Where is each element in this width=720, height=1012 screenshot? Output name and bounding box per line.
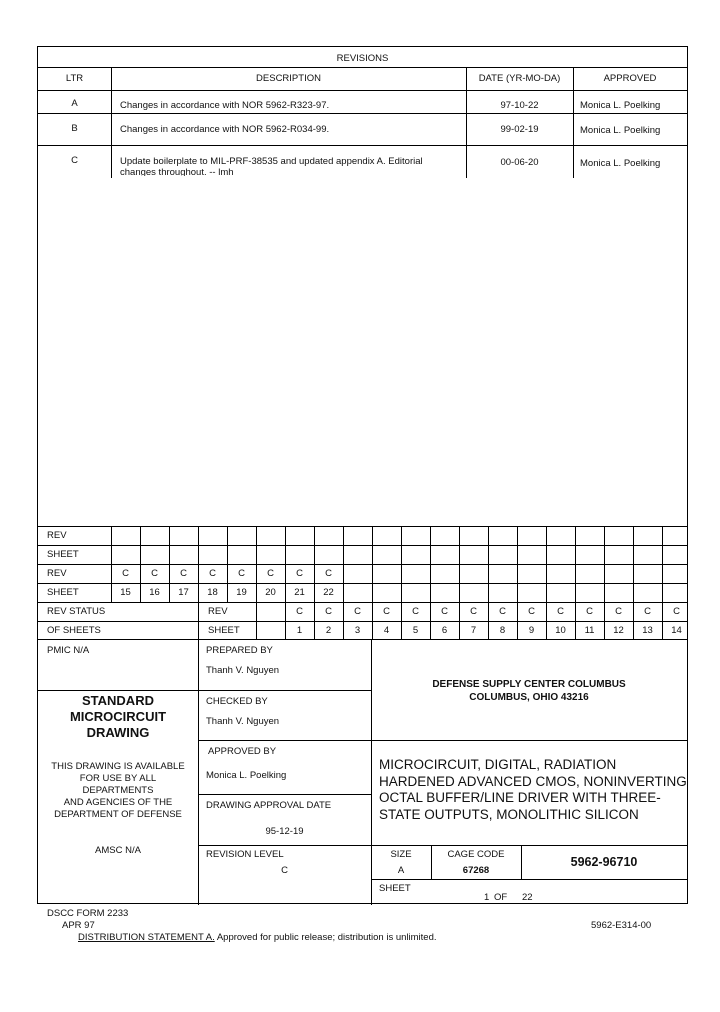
sheet-label: SHEET [47, 549, 79, 560]
rev-approved: Monica L. Poelking [580, 100, 661, 111]
status-cell-rev: C [557, 606, 564, 617]
approval-date: 95-12-19 [265, 826, 304, 837]
status-cell-rev: C [412, 606, 419, 617]
rev-description: Update boilerplate to MIL-PRF-38535 and updated appendix A. Editorial [120, 156, 423, 167]
distribution-text: Approved for public release; distribution is unlimited. [214, 932, 437, 943]
status-cell-sheet: 11 [584, 625, 595, 636]
status-cell-sheet: 14 [671, 625, 682, 636]
status-cell-sheet: 13 [642, 625, 653, 636]
status-cell-sheet: 1 [296, 625, 303, 636]
status-cell-rev: C [673, 606, 680, 617]
status-cell-rev: C [296, 568, 303, 579]
form-date: APR 97 [62, 920, 95, 931]
prepared-by-label: PREPARED BY [206, 645, 273, 656]
col-approved: APPROVED [603, 73, 657, 84]
status-cell-sheet: 12 [613, 625, 624, 636]
document-code: 5962-E314-00 [591, 920, 652, 931]
status-cell-rev: C [354, 606, 361, 617]
availability-note: THIS DRAWING IS AVAILABLE FOR USE BY ALL DEPARTMENTS AND AGENCIES OF THE DEPARTMENT OF DEFENSE [51, 761, 185, 820]
status-cell-rev: C [383, 606, 390, 617]
status-cell-sheet: 17 [178, 587, 189, 598]
rev-approved: Monica L. Poelking [580, 125, 661, 136]
status-cell-rev: C [325, 568, 332, 579]
status-cell-rev: C [325, 606, 332, 617]
status-cell-rev: C [441, 606, 448, 617]
rev-approved: Monica L. Poelking [580, 158, 661, 169]
amsc: AMSC N/A [95, 845, 141, 856]
status-cell-sheet: 6 [441, 625, 448, 636]
status-cell-sheet: 22 [323, 587, 334, 598]
pmic: PMIC N/A [47, 645, 90, 656]
rev-label: REV [47, 530, 67, 541]
status-cell-sheet: 16 [149, 587, 160, 598]
prepared-by-name: Thanh V. Nguyen [206, 665, 280, 676]
sheet-of: OF [494, 892, 508, 903]
revisions-heading: REVISIONS [336, 53, 389, 64]
col-ltr: LTR [65, 73, 84, 84]
distribution-statement [78, 932, 437, 943]
distribution-label: DISTRIBUTION STATEMENT A. [78, 932, 215, 943]
status-cell-sheet: 19 [236, 587, 247, 598]
status-cell-sheet: 15 [120, 587, 131, 598]
status-cell-rev: C [122, 568, 129, 579]
status-cell-rev: C [209, 568, 216, 579]
sheet-label: SHEET [208, 625, 240, 636]
sheet-number: 1 [484, 892, 490, 903]
rev-description: Changes in accordance with NOR 5962-R034-99. [120, 124, 330, 135]
status-cell-rev: C [528, 606, 535, 617]
status-cell-rev: C [151, 568, 158, 579]
status-cell-sheet: 3 [354, 625, 361, 636]
col-date: DATE (YR-MO-DA) [478, 73, 561, 84]
agency-address: DEFENSE SUPPLY CENTER COLUMBUS COLUMBUS, OHIO 43216 [432, 679, 626, 703]
revision-level-label: REVISION LEVEL [206, 849, 284, 860]
checked-by-label: CHECKED BY [206, 696, 268, 707]
status-cell-rev: C [267, 568, 274, 579]
size-label: SIZE [390, 849, 412, 860]
cage-code-label: CAGE CODE [447, 849, 505, 860]
col-description: DESCRIPTION [256, 73, 321, 84]
status-cell-sheet: 5 [412, 625, 419, 636]
sheet-label: SHEET [379, 883, 411, 894]
status-cell-sheet: 20 [265, 587, 276, 598]
status-cell-rev: C [644, 606, 651, 617]
status-cell-rev: C [470, 606, 477, 617]
status-cell-sheet: 2 [325, 625, 332, 636]
status-cell-rev: C [615, 606, 622, 617]
status-cell-rev: C [499, 606, 506, 617]
drawing-title: MICROCIRCUIT, DIGITAL, RADIATION HARDENED ADVANCED CMOS, NONINVERTING OCTAL BUFFER/LINE DRIVER WITH THREE- STATE OUTPUTS, MONOLITHIC SILICON [379, 757, 687, 822]
status-cell-sheet: 18 [207, 587, 218, 598]
status-cell-sheet: 9 [528, 625, 535, 636]
of-sheets-label: OF SHEETS [47, 625, 101, 636]
rev-date: 97-10-22 [500, 100, 539, 111]
approval-date-label: DRAWING APPROVAL DATE [206, 800, 332, 811]
revision-level: C [281, 865, 288, 876]
status-cell-sheet: 4 [383, 625, 390, 636]
rev-label: REV [208, 606, 228, 617]
cage-code: 67268 [462, 865, 490, 876]
sheet-total: 22 [522, 892, 533, 903]
status-cell-rev: C [238, 568, 245, 579]
status-cell-sheet: 21 [294, 587, 305, 598]
rev-description-cont: changes throughout. -- lmh [120, 167, 234, 176]
rev-ltr: A [71, 98, 78, 109]
checked-by-name: Thanh V. Nguyen [206, 716, 280, 727]
form-number: DSCC FORM 2233 [47, 908, 129, 919]
approved-by-label: APPROVED BY [208, 746, 277, 757]
sheet-label: SHEET [47, 587, 79, 598]
approved-by-name: Monica L. Poelking [206, 770, 287, 781]
status-cell-sheet: 7 [470, 625, 477, 636]
size-value: A [397, 865, 405, 876]
rev-date: 00-06-20 [500, 157, 539, 168]
status-cell-sheet: 10 [555, 625, 566, 636]
rev-date: 99-02-19 [500, 124, 539, 135]
drawing-number: 5962-96710 [570, 855, 638, 869]
rev-ltr: C [71, 155, 78, 166]
drawing-frame [37, 46, 688, 904]
rev-ltr: B [71, 123, 78, 134]
rev-description: Changes in accordance with NOR 5962-R323-97. [120, 100, 330, 111]
rev-status-label: REV STATUS [47, 606, 106, 617]
rev-label: REV [47, 568, 67, 579]
status-cell-rev: C [180, 568, 187, 579]
status-cell-sheet: 8 [499, 625, 506, 636]
std-title: STANDARD MICROCIRCUIT DRAWING [69, 693, 167, 740]
status-cell-rev: C [586, 606, 593, 617]
status-cell-rev: C [296, 606, 303, 617]
